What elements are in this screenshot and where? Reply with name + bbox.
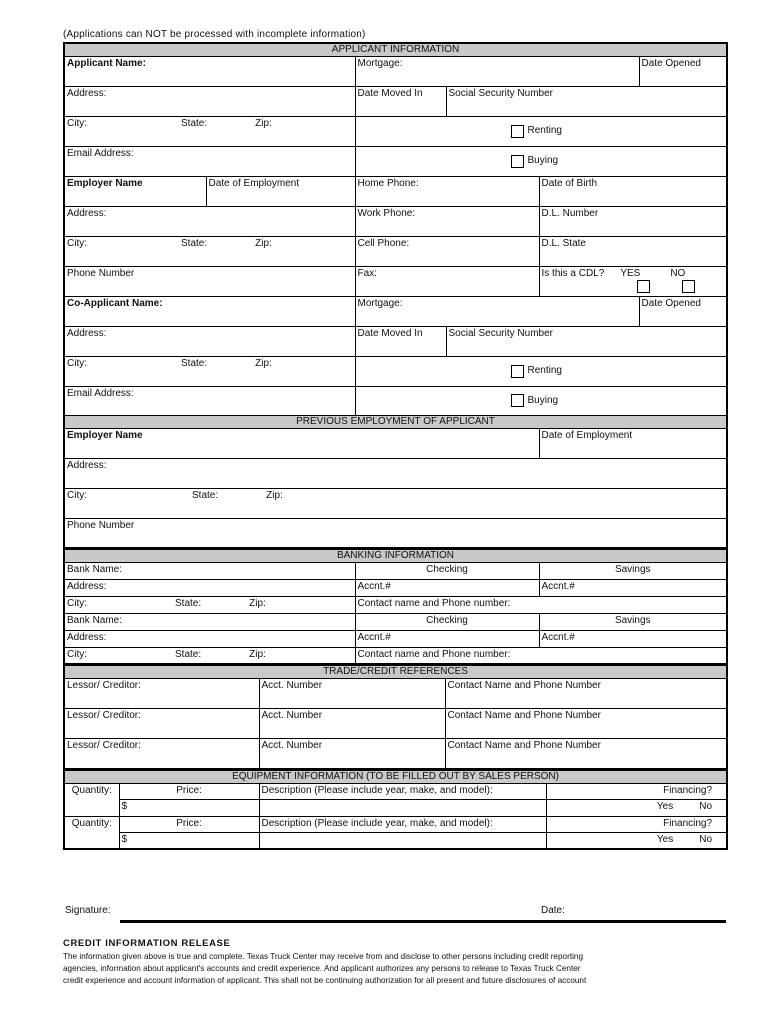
home-phone-field[interactable]: Home Phone: [355,177,539,207]
equipment-information-table [63,770,728,851]
price-label: Price: [119,816,259,832]
city-label: City: [67,358,87,369]
bank2-savings-label: Savings [539,613,727,630]
applicant-name-field[interactable]: Applicant Name: [64,57,355,87]
bank2-savings-account-field[interactable]: Accnt.# [539,630,727,647]
bank1-savings-label: Savings [539,562,727,579]
coapplicant-renting-checkbox[interactable] [511,365,524,378]
cdl-question: Is this a CDL? [541,268,605,279]
bank1-checking-label: Checking [355,562,539,579]
financing-yes[interactable]: Yes [656,833,674,845]
previous-address-field[interactable]: Address: [64,459,727,489]
employer-name-field[interactable]: Employer Name [64,177,206,207]
contact-field[interactable]: Contact Name and Phone Number [445,709,727,739]
financing-label: Financing? [546,783,727,799]
zip-label: Zip: [255,118,272,129]
bank2-checking-label: Checking [355,613,539,630]
city-label: City: [67,648,87,660]
coapplicant-address-field[interactable]: Address: [64,327,355,357]
cdl-no-checkbox[interactable] [682,280,695,293]
financing-options[interactable] [546,832,727,849]
zip-label: Zip: [266,490,283,501]
applicant-ssn-field[interactable]: Social Security Number [446,87,727,117]
renting-label: Renting [527,125,562,137]
financing-no[interactable]: No [699,800,713,812]
dl-number-field[interactable]: D.L. Number [539,207,727,237]
bank1-name-field[interactable]: Bank Name: [64,562,355,579]
applicant-mortgage-field[interactable]: Mortgage: [355,57,639,87]
signature-label: Signature: [65,905,111,916]
credit-release-title: CREDIT INFORMATION RELEASE [63,938,231,949]
description-field[interactable] [259,799,546,816]
bank1-checking-account-field[interactable]: Accnt.# [355,579,539,596]
applicant-email-field[interactable]: Email Address: [64,147,355,177]
credit-release-line: credit experience and account information of applicant. This shall not be continuing authorization for all present and future disclosures of account [63,976,587,985]
previous-employer-name-field[interactable]: Employer Name [64,429,539,459]
coapplicant-email-field[interactable]: Email Address: [64,387,355,416]
cdl-yes-label: YES [620,268,641,279]
cdl-no-label: NO [670,268,686,279]
coapplicant-date-opened-field[interactable]: Date Opened [639,297,727,327]
financing-options[interactable] [546,799,727,816]
state-label: State: [192,490,219,501]
contact-field[interactable]: Contact Name and Phone Number [445,679,727,709]
banking-information-table [63,549,728,666]
description-label: Description (Please include year, make, and model): [259,816,546,832]
state-label: State: [175,597,202,609]
applicant-city-state-zip-field[interactable] [64,117,355,147]
lessor-creditor-field[interactable]: Lessor/ Creditor: [64,679,259,709]
zip-label: Zip: [249,597,266,609]
cell-phone-field[interactable]: Cell Phone: [355,237,539,267]
date-of-birth-field[interactable]: Date of Birth [539,177,727,207]
buying-label: Buying [527,155,559,167]
applicant-date-opened-field[interactable]: Date Opened [639,57,727,87]
previous-employment-header: PREVIOUS EMPLOYMENT OF APPLICANT [64,416,727,429]
equipment-section-header: EQUIPMENT INFORMATION (TO BE FILLED OUT BY SALES PERSON) [64,770,727,783]
previous-phone-field[interactable]: Phone Number [64,519,727,548]
credit-release-line: The information given above is true and complete. Texas Truck Center may receive from and disclose to other persons including credit reporting [63,952,584,961]
coapplicant-buying-checkbox[interactable] [511,394,524,407]
coapplicant-buying-cell [355,387,727,416]
state-label: State: [181,118,208,129]
applicant-section-header: APPLICANT INFORMATION [64,43,727,57]
coapplicant-date-moved-field[interactable]: Date Moved In [355,327,446,357]
acct-number-field[interactable]: Acct. Number [259,739,445,769]
financing-yes[interactable]: Yes [656,800,674,812]
credit-release [63,937,726,987]
bank1-city-state-zip-field[interactable] [64,596,355,613]
credit-release-line: agencies, information about applicant's accounts and credit experience. And applicant authorizes any persons to release to Texas Truck Center [63,964,581,973]
acct-number-field[interactable]: Acct. Number [259,679,445,709]
bank2-checking-account-field[interactable]: Accnt.# [355,630,539,647]
coapplicant-city-state-zip-field[interactable] [64,357,355,387]
financing-label: Financing? [546,816,727,832]
buying-label: Buying [527,394,559,406]
work-phone-field[interactable]: Work Phone: [355,207,539,237]
state-label: State: [175,648,202,660]
state-label: State: [181,238,208,249]
acct-number-field[interactable]: Acct. Number [259,709,445,739]
bank2-address-field[interactable]: Address: [64,630,355,647]
renting-label: Renting [527,365,562,377]
signature-line[interactable] [120,920,726,923]
description-label: Description (Please include year, make, and model): [259,783,546,799]
applicant-date-moved-field[interactable]: Date Moved In [355,87,446,117]
incomplete-info-note: (Applications can NOT be processed with incomplete information) [63,29,366,40]
dl-state-field[interactable]: D.L. State [539,237,727,267]
bank1-savings-account-field[interactable]: Accnt.# [539,579,727,596]
price-label: Price: [119,783,259,799]
cdl-yes-checkbox[interactable] [637,280,650,293]
zip-label: Zip: [249,648,266,660]
coapplicant-mortgage-field[interactable]: Mortgage: [355,297,639,327]
date-of-employment-field[interactable]: Date of Employment [206,177,355,207]
trade-credit-table [63,665,728,770]
applicant-renting-cell [355,117,727,147]
bank2-contact-field[interactable]: Contact name and Phone number: [355,647,727,664]
fax-field[interactable]: Fax: [355,267,539,297]
zip-label: Zip: [255,238,272,249]
contact-field[interactable]: Contact Name and Phone Number [445,739,727,769]
zip-label: Zip: [255,358,272,369]
cdl-cell [539,267,727,297]
lessor-creditor-field[interactable]: Lessor/ Creditor: [64,709,259,739]
application-form [63,28,726,850]
description-field[interactable] [259,832,546,849]
state-label: State: [181,358,208,369]
renting-checkbox[interactable] [511,125,524,138]
signature-row [63,903,726,923]
quantity-field[interactable]: Quantity: [64,816,119,849]
trade-section-header: TRADE/CREDIT REFERENCES [64,666,727,679]
quantity-field[interactable]: Quantity: [64,783,119,816]
city-label: City: [67,118,87,129]
employer-phone-field[interactable]: Phone Number [64,267,355,297]
lessor-creditor-field[interactable]: Lessor/ Creditor: [64,739,259,769]
financing-no[interactable]: No [699,833,713,845]
employer-city-state-zip-field[interactable] [64,237,355,267]
banking-section-header: BANKING INFORMATION [64,549,727,562]
bank2-city-state-zip-field[interactable] [64,647,355,664]
coapplicant-ssn-field[interactable]: Social Security Number [446,327,727,357]
bank1-contact-field[interactable]: Contact name and Phone number: [355,596,727,613]
bank1-address-field[interactable]: Address: [64,579,355,596]
applicant-information-table [63,42,728,549]
previous-date-employment-field[interactable]: Date of Employment [539,429,727,459]
price-field[interactable]: $ [119,832,259,849]
city-label: City: [67,597,87,609]
coapplicant-renting-cell [355,357,727,387]
applicant-address-field[interactable]: Address: [64,87,355,117]
date-label: Date: [541,905,565,916]
buying-checkbox[interactable] [511,155,524,168]
coapplicant-name-field[interactable]: Co-Applicant Name: [64,297,355,327]
employer-address-field[interactable]: Address: [64,207,355,237]
city-label: City: [67,490,87,501]
city-label: City: [67,238,87,249]
bank2-name-field[interactable]: Bank Name: [64,613,355,630]
price-field[interactable]: $ [119,799,259,816]
applicant-buying-cell [355,147,727,177]
previous-city-state-zip-field[interactable] [64,489,727,519]
